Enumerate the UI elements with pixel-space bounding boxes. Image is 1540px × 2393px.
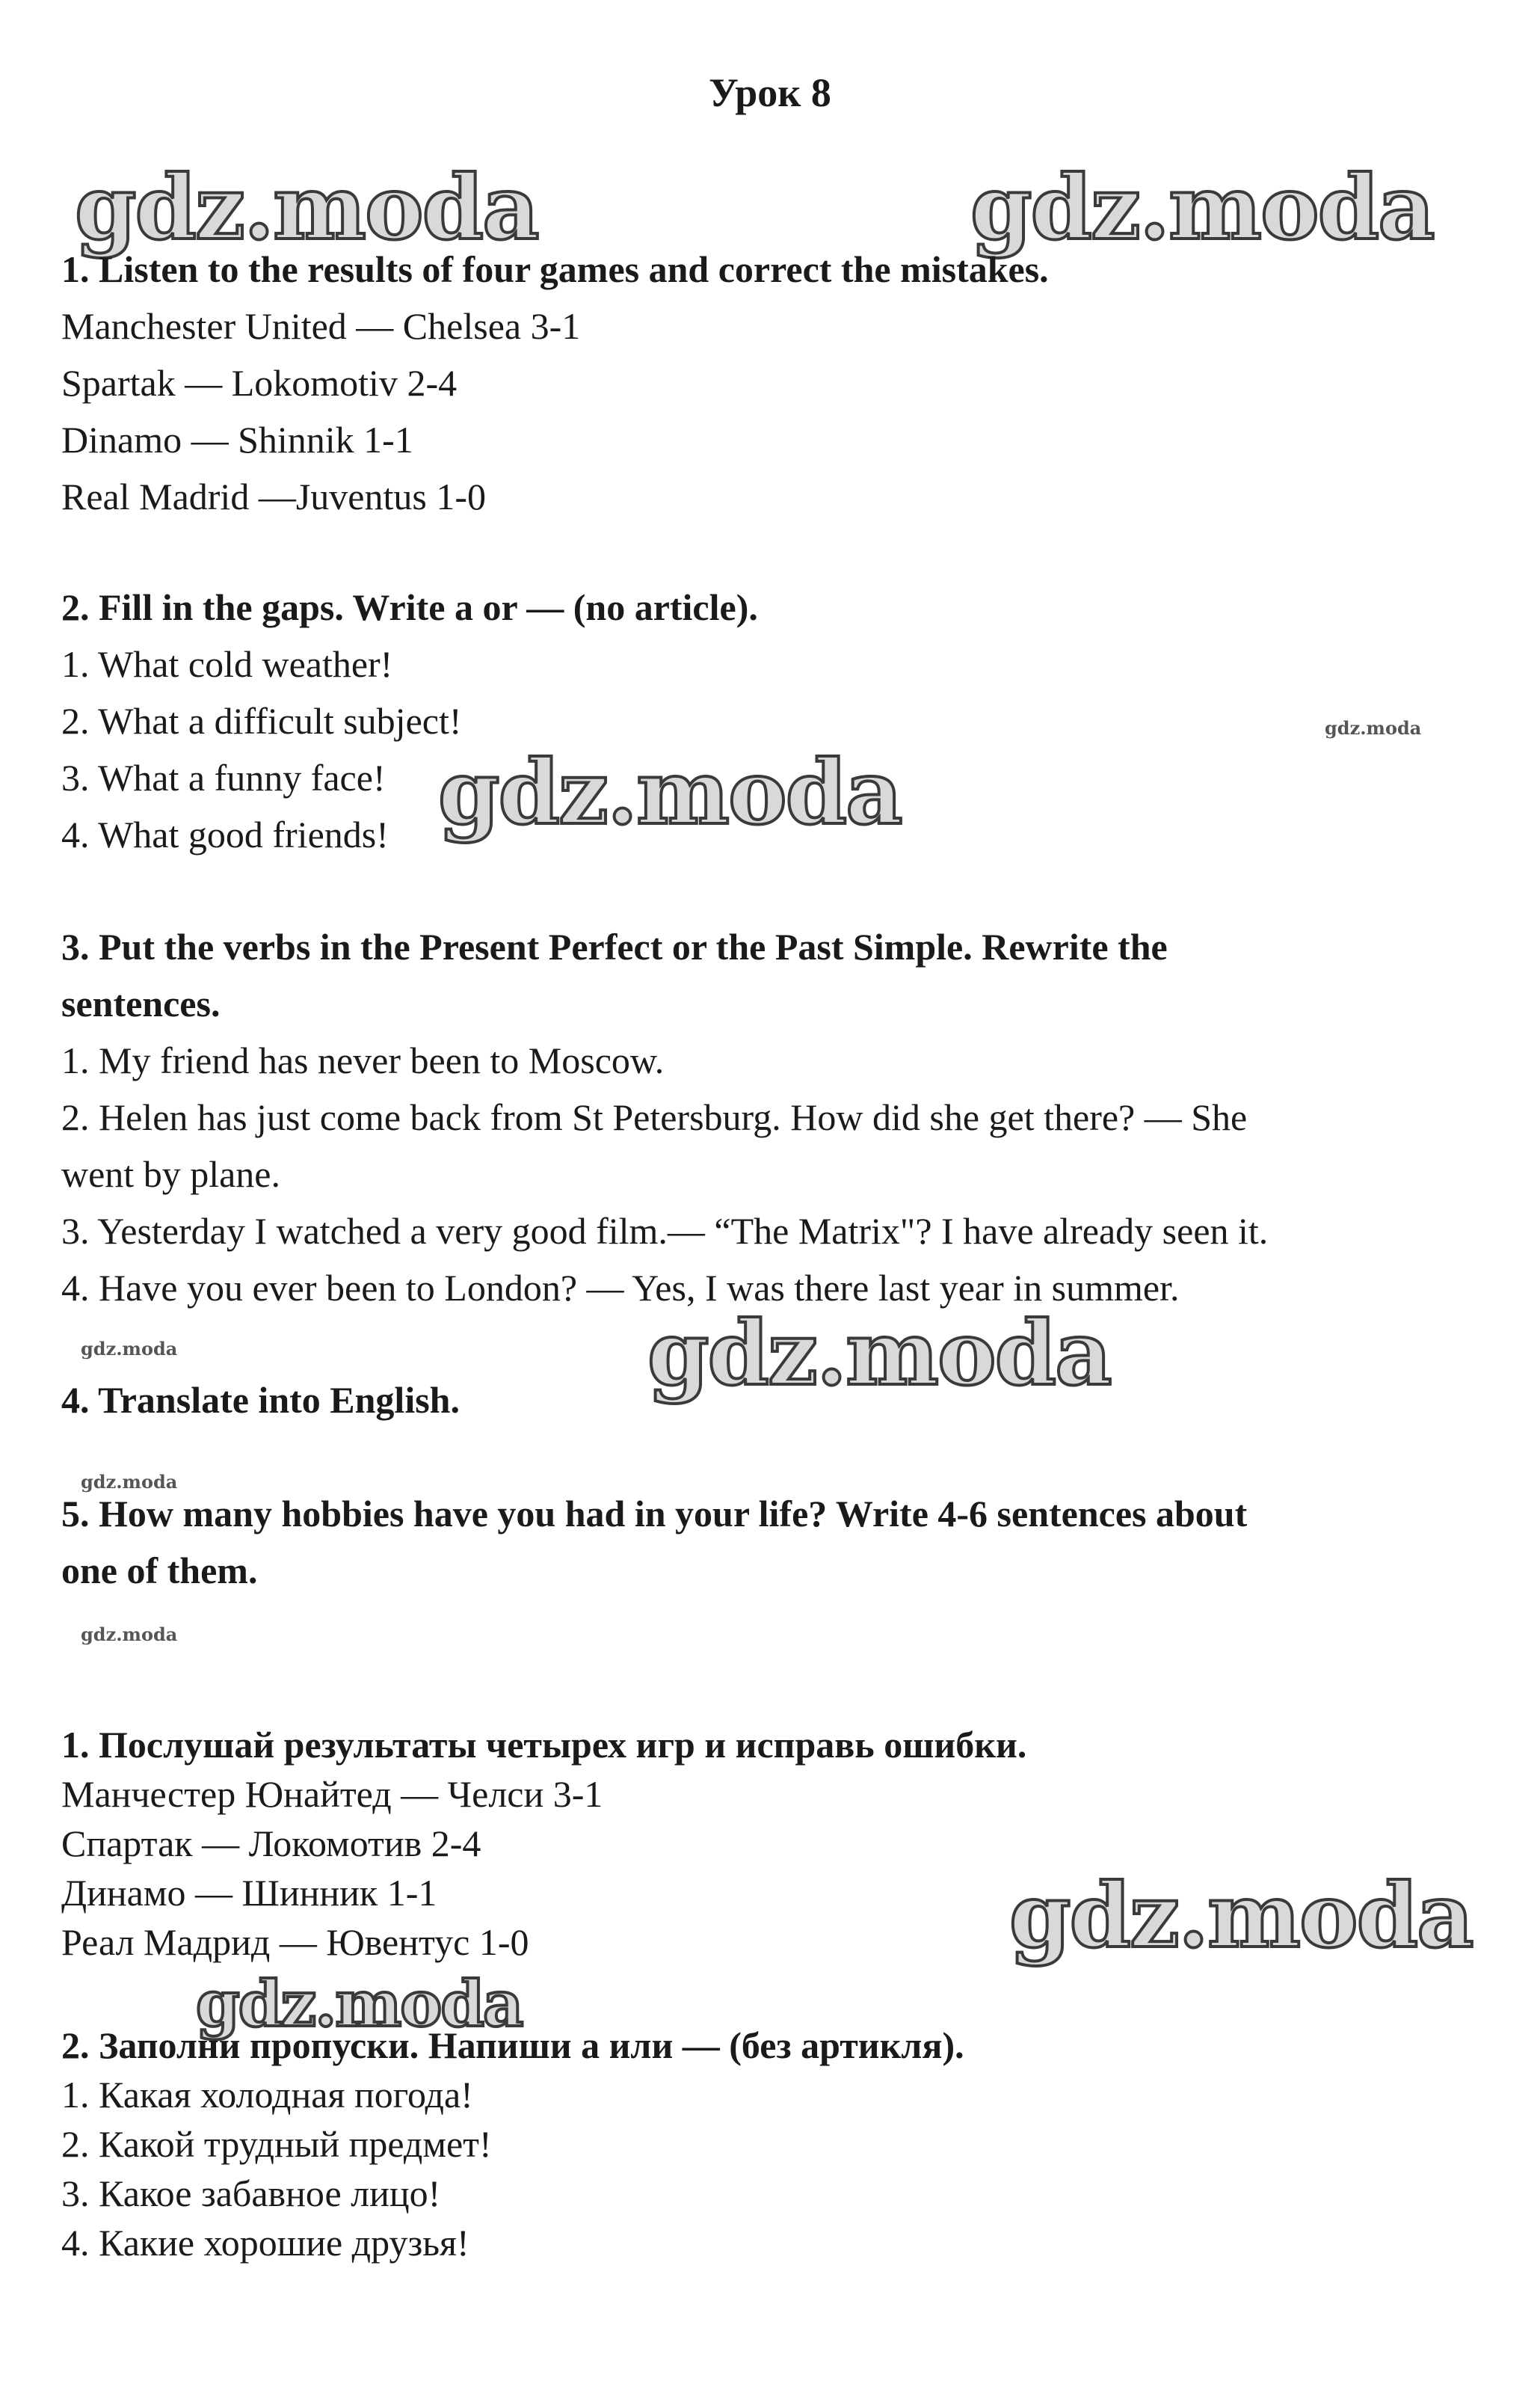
task-heading: one of them. [61,1549,258,1591]
task-1-en [61,241,1467,525]
answer-line: 2. Какой трудный предмет! [61,2123,492,2165]
result-line: Реал Мадрид — Ювентус 1-0 [61,1921,529,1963]
task-heading: 5. How many hobbies have you had in your life? Write 4-6 sentences about [61,1493,1248,1535]
task-1-ru [61,1720,1467,1967]
result-line: Dinamo — Shinnik 1-1 [61,419,413,461]
task-2-en [61,579,1467,863]
answer-line: 3. Yesterday I watched a very good film.— “The Matrix"? I have already seen it. [61,1210,1269,1252]
result-line: Спартак — Локомотив 2-4 [61,1822,481,1864]
task-4-en [61,1371,1467,1428]
result-line: Manchester United — Chelsea 3-1 [61,305,581,347]
task-heading: 3. Put the verbs in the Present Perfect or the Past Simple. Rewrite the [61,926,1168,968]
task-5-en [61,1485,1467,1599]
task-heading: 4. Translate into English. [61,1379,460,1421]
task-heading: 1. Listen to the results of four games and correct the mistakes. [61,248,1049,290]
watermark-logo: gdz.moda [196,1967,523,2041]
answer-line: 3. What a funny face! [61,757,386,799]
page-title: Урок 8 [709,70,831,115]
answer-line: 2. Helen has just come back from St Petersburg. How did she get there? — She [61,1096,1248,1138]
answer-line: went by plane. [61,1153,280,1195]
watermark-logo-small: gdz.moda [81,1471,178,1493]
watermark-logo: gdz.moda [1009,1864,1473,1967]
task-3-en [61,918,1467,1316]
watermark-logo-small: gdz.moda [81,1338,178,1360]
result-line: Манчестер Юнайтед — Челси 3-1 [61,1773,603,1815]
result-line: Динамо — Шинник 1-1 [61,1872,437,1914]
answer-line: 2. What a difficult subject! [61,700,462,742]
watermark-logo-small: gdz.moda [81,1624,178,1645]
watermark-logo-small: gdz.moda [1325,717,1422,739]
watermark-logo: gdz.moda [647,1301,1111,1405]
result-line: Real Madrid —Juventus 1-0 [61,476,486,517]
answer-line: 1. Какая холодная погода! [61,2074,473,2116]
task-heading: 2. Fill in the gaps. Write a or — (no article). [61,586,758,628]
answer-line: 4. What good friends! [61,814,389,855]
task-heading: sentences. [61,983,221,1025]
answer-line: 3. Какое забавное лицо! [61,2172,441,2214]
watermark-logo: gdz.moda [970,156,1434,259]
task-heading: 1. Послушай результаты четырех игр и исправь ошибки. [61,1724,1027,1766]
answer-line: 1. My friend has never been to Moscow. [61,1039,665,1081]
task-heading: 2. Заполни пропуски. Напиши а или — (без артикля). [61,2024,964,2066]
task-2-ru [61,2021,1467,2267]
answer-line: 4. Какие хорошие друзья! [61,2222,469,2264]
answer-line: 4. Have you ever been to London? — Yes, I was there last year in summer. [61,1267,1180,1309]
answer-line: 1. What cold weather! [61,643,393,685]
watermark-logo: gdz.moda [75,156,538,259]
result-line: Spartak — Lokomotiv 2-4 [61,362,458,404]
watermark-logo: gdz.moda [438,740,902,844]
